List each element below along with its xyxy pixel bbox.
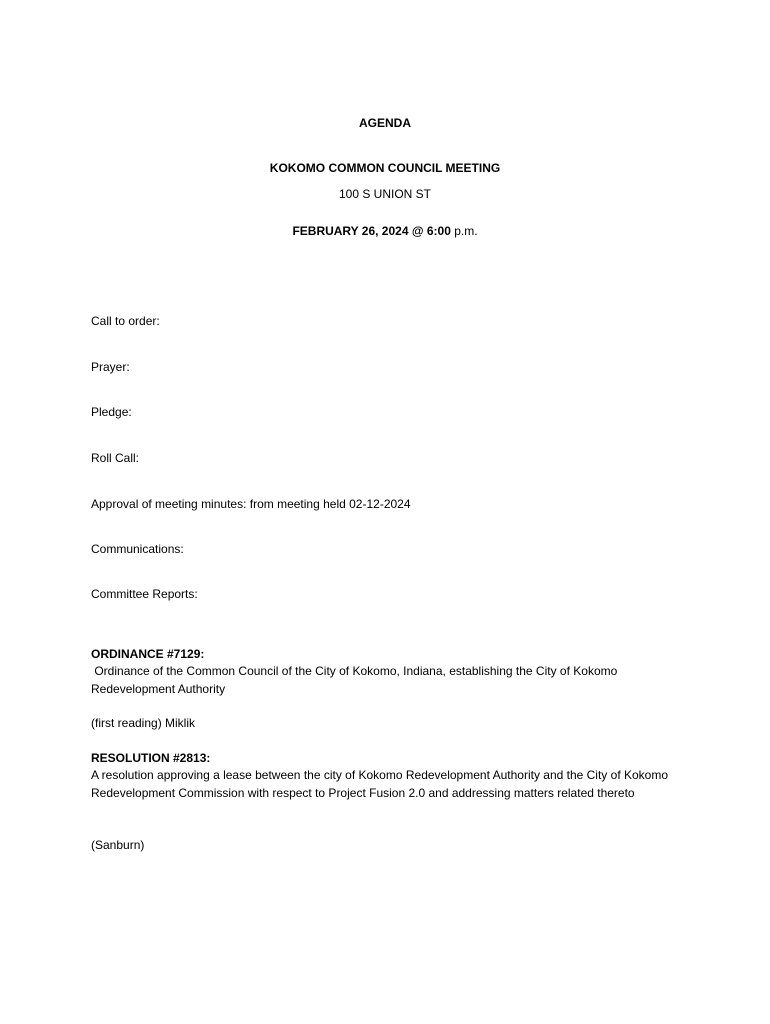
ordinance-heading: ORDINANCE #7129: xyxy=(91,647,205,661)
resolution-heading: RESOLUTION #2813: xyxy=(91,751,211,765)
pledge: Pledge: xyxy=(91,405,132,419)
ordinance-note: (first reading) Miklik xyxy=(91,716,196,730)
resolution-text: A resolution approving a lease between the city of Kokomo Redevelopment Authority and the City of Kokomo Redevelopment Commission with respect to Project Fusion 2.0 and addressing matters related thereto xyxy=(91,768,669,800)
call-to-order: Call to order: xyxy=(91,314,160,328)
resolution-note: (Sanburn) xyxy=(91,838,145,852)
meeting-date xyxy=(0,223,770,239)
agenda-title: AGENDA xyxy=(358,116,411,130)
meeting-time-suffix: p.m. xyxy=(450,224,478,238)
approval-of-minutes: Approval of meeting minutes: from meeting held 02-12-2024 xyxy=(91,497,411,511)
meeting-name: KOKOMO COMMON COUNCIL MEETING xyxy=(269,161,501,175)
meeting-date-bold: FEBRUARY 26, 2024 @ 6:00 xyxy=(292,224,451,238)
communications: Communications: xyxy=(91,542,184,556)
prayer: Prayer: xyxy=(91,360,130,374)
roll-call: Roll Call: xyxy=(91,451,140,465)
meeting-address: 100 S UNION ST xyxy=(338,187,432,201)
ordinance-text: Ordinance of the Common Council of the City of Kokomo, Indiana, establishing the City of Kokomo Redevelopment Authority xyxy=(91,664,621,696)
committee-reports: Committee Reports: xyxy=(91,587,198,601)
